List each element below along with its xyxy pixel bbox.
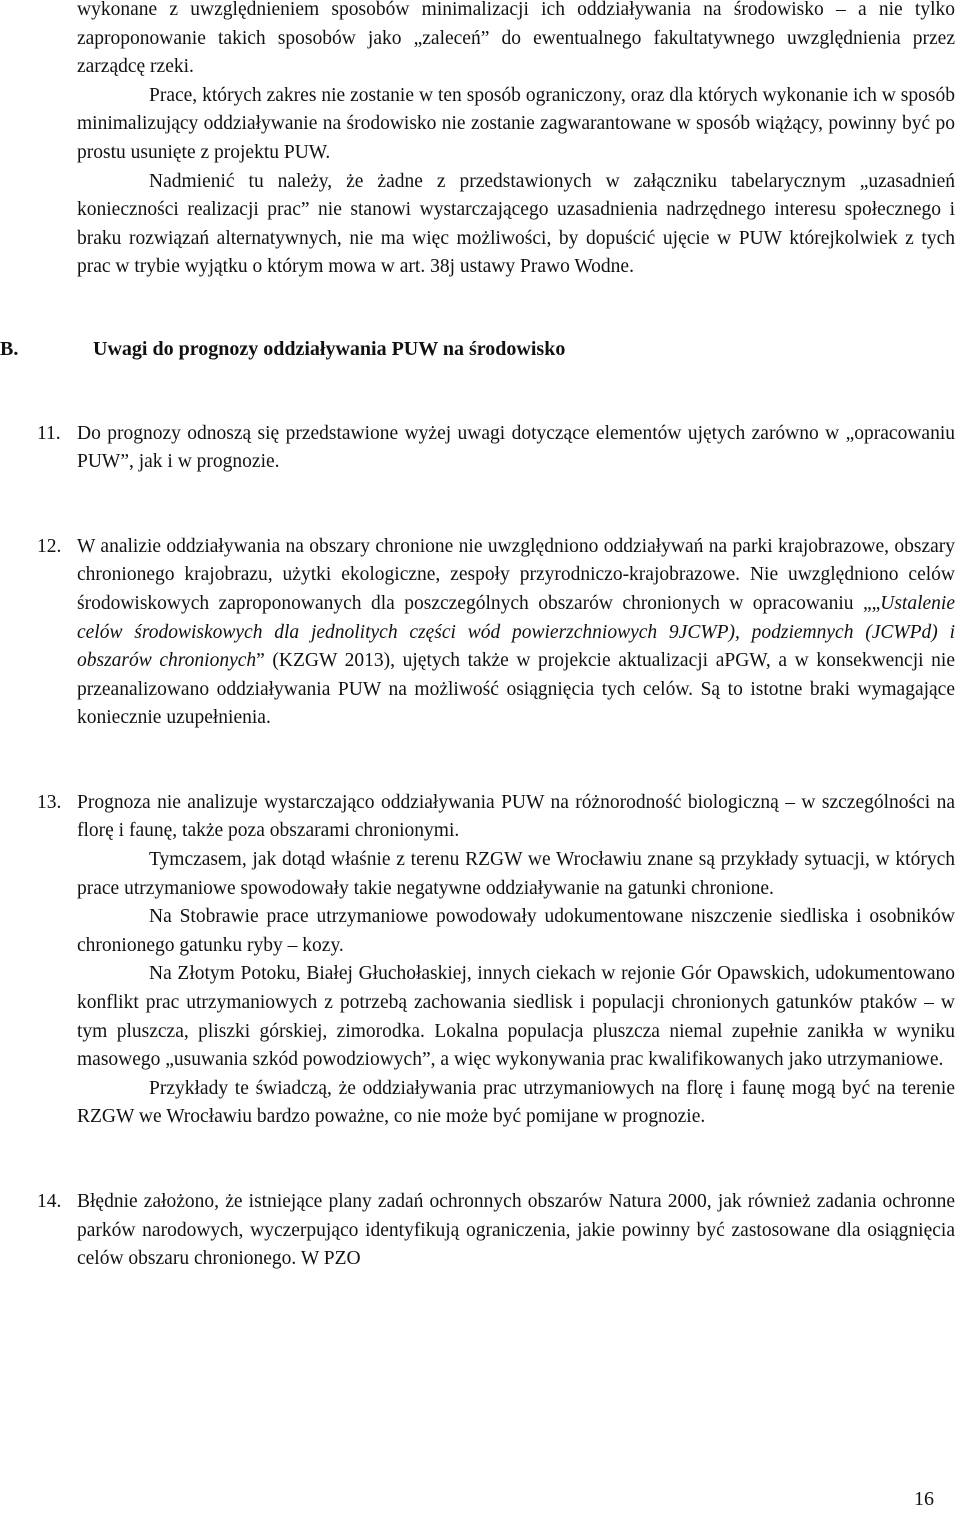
section-title: Uwagi do prognozy oddziaływania PUW na środowisko — [93, 337, 566, 360]
item-number: 13. — [37, 791, 62, 813]
item-paragraph-5: Przykłady te świadczą, że oddziaływania prac utrzymaniowych na florę i faunę mogą być na terenie RZGW we Wrocławiu bardzo poważne, co nie może być pomijane w prognozie. — [77, 1077, 955, 1128]
item-number: 12. — [37, 535, 62, 557]
item-text-part-a: W analizie oddziaływania na obszary chronione nie uwzględniono oddziaływań na parki krajobrazowe, obszary chronionego krajobrazu, użytki ekologiczne, zespoły przyrodniczo-krajobrazowe. Nie uwzględniono celów środowiskowych zaproponowanych dla poszczególnych obszarów chronionych w opracowaniu „„ — [77, 535, 955, 614]
list-item-11 — [37, 420, 955, 477]
item-paragraph-1: Prognoza nie analizuje wystarczająco oddziaływania PUW na różnorodność biologiczną – w szczególności na florę i faunę, także poza obszarami chronionymi. — [77, 791, 955, 842]
item-number: 14. — [37, 1191, 62, 1212]
item-text-part-b: ” (KZGW 2013), ujętych także w projekcie aktualizacji aPGW, a w konsekwencji nie przeanalizowano oddziaływania PUW na możliwość osiągnięcia tych celów. Są to istotne braki wymagające koniecznie uzupełnienia. — [77, 650, 955, 729]
item-paragraph-2: Tymczasem, jak dotąd właśnie z terenu RZGW we Wrocławiu znane są przykłady sytuacji, w których prace utrzymaniowe spowodowały takie negatywne oddziaływanie na gatunki chronione. — [77, 849, 955, 899]
page-number: 16 — [914, 1488, 934, 1510]
item-text — [77, 533, 955, 733]
item-text: Błędnie założono, że istniejące plany zadań ochronnych obszarów Natura 2000, jak również zadania ochronne parków narodowych, wyczerpująco identyfikują ograniczenia, jakie powinny być zastosowane dla osiągnięcia celów obszaru chronionego. W PZO — [77, 1191, 955, 1270]
list-item-12 — [37, 533, 955, 733]
item-text: Do prognozy odnoszą się przedstawione wyżej uwagi dotyczące elementów ujętych zarówno w „opracowaniu PUW”, jak i w prognozie. — [77, 422, 955, 473]
item-paragraph-4: Na Złotym Potoku, Białej Głuchołaskiej, innych ciekach w rejonie Gór Opawskich, udokumentowano konflikt prac utrzymaniowych z potrzebą zachowania siedlisk i populacji chronionych gatunków ptaków – w tym pluszcza, pliszki górskiej, zimorodka. Lokalna populacja pluszcza niemal zupełnie zanikła w wyniku masowego „usuwania szkód powodziowych”, a więc wykonywania prac kwalifikowanych jako utrzymaniowe. — [77, 963, 955, 1071]
intro-paragraph-2: Prace, których zakres nie zostanie w ten sposób ograniczony, oraz dla których wykonanie ich w sposób minimalizujący oddziaływanie na środowisko nie zostanie zagwarantowane w sposób wiążący, powinny być po prostu usunięte z projektu PUW. — [77, 84, 955, 163]
list-item-14 — [37, 1188, 955, 1274]
section-letter: B. — [0, 337, 19, 360]
item-text-italic: Ustalenie celów środowiskowych dla jednolitych części wód powierzchniowych 9JCWP), podziemnych (JCWPd) i obszarów chronionych — [77, 592, 955, 672]
section-b-heading — [0, 335, 955, 364]
intro-paragraph-1: wykonane z uwzględnieniem sposobów minimalizacji ich oddziaływania na środowisko – a nie tylko zaproponowanie takich sposobów jako „zaleceń” do ewentualnego fakultatywnego uwzględnienia przez zarządcę rzeki. — [77, 0, 955, 78]
item-number: 11. — [37, 422, 61, 444]
list-item-13 — [37, 789, 955, 1132]
item-paragraph-3: Na Stobrawie prace utrzymaniowe powodowały udokumentowane niszczenie siedliska i osobników chronionego gatunku ryby – kozy. — [77, 906, 955, 956]
intro-paragraph-3: Nadmienić tu należy, że żadne z przedstawionych w załączniku tabelarycznym „uzasadnień konieczności realizacji prac” nie stanowi wystarczającego uzasadnienia nadrzędnego interesu społecznego i braku rozwiązań alternatywnych, nie ma więc możliwości, by dopuścić ujęcie w PUW którejkolwiek z tych prac w trybie wyjątku o którym mowa w art. 38j ustawy Prawo Wodne. — [77, 170, 955, 278]
